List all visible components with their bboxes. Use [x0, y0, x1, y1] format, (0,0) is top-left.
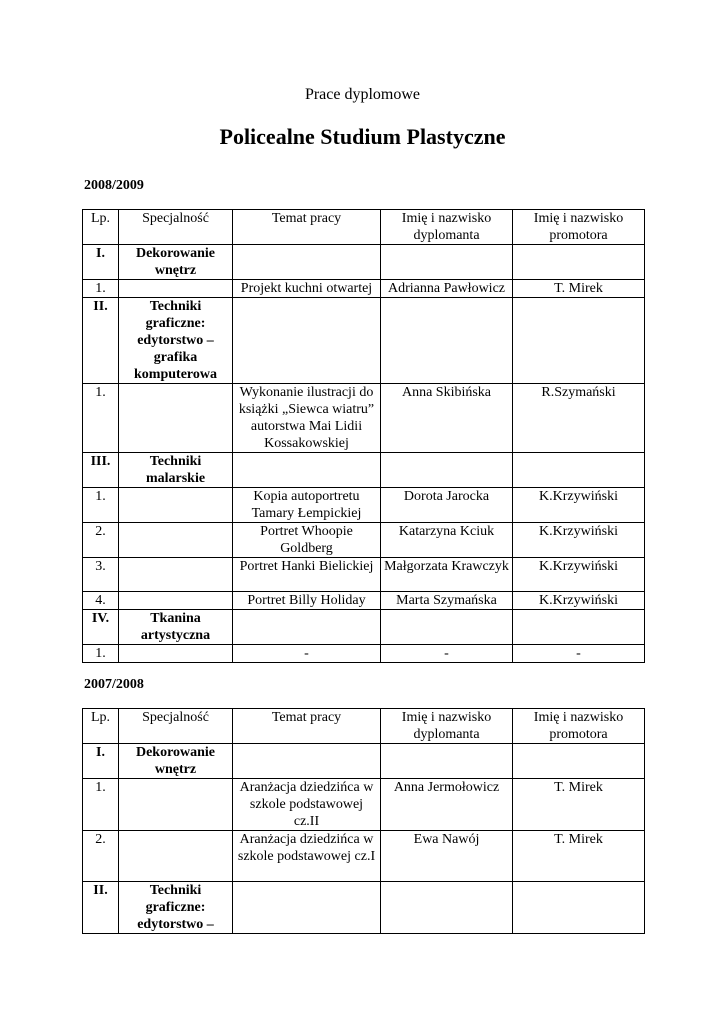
row-student: Dorota Jarocka	[381, 488, 513, 523]
section-row	[83, 882, 645, 934]
row-topic: -	[233, 645, 381, 663]
section-name: Dekorowanie wnętrz	[119, 245, 233, 280]
row-topic: Wykonanie ilustracji do książki „Siewca wiatru” autorstwa Mai Lidii Kossakowskiej	[233, 384, 381, 453]
header-promoter: Imię i nazwisko promotora	[513, 210, 645, 245]
section-row	[83, 453, 645, 488]
row-student: Katarzyna Kciuk	[381, 523, 513, 558]
section-number: II.	[83, 882, 119, 934]
row-student: Anna Skibińska	[381, 384, 513, 453]
row-topic: Portret Billy Holiday	[233, 592, 381, 610]
row-promoter: K.Krzywiński	[513, 558, 645, 592]
row-topic: Kopia autoportretu Tamary Łempickiej	[233, 488, 381, 523]
table-row	[83, 558, 645, 592]
table-row	[83, 592, 645, 610]
table-header-row	[83, 709, 645, 744]
row-promoter: -	[513, 645, 645, 663]
header-promoter: Imię i nazwisko promotora	[513, 709, 645, 744]
section-name: Techniki malarskie	[119, 453, 233, 488]
header-specialty: Specjalność	[119, 210, 233, 245]
section-number: II.	[83, 298, 119, 384]
row-promoter: T. Mirek	[513, 831, 645, 882]
section-row	[83, 744, 645, 779]
year-heading-2008-2009: 2008/2009	[84, 178, 144, 193]
section-number: IV.	[83, 610, 119, 645]
row-student: -	[381, 645, 513, 663]
row-student: Małgorzata Krawczyk	[381, 558, 513, 592]
row-topic: Aranżacja dziedzińca w szkole podstawowej cz.I	[233, 831, 381, 882]
header-student: Imię i nazwisko dyplomanta	[381, 210, 513, 245]
row-topic: Portret Whoopie Goldberg	[233, 523, 381, 558]
table-row	[83, 645, 645, 663]
row-student: Anna Jermołowicz	[381, 779, 513, 831]
row-number: 4.	[83, 592, 119, 610]
section-number: I.	[83, 744, 119, 779]
thesis-table-2007-2008	[82, 708, 645, 934]
row-number: 1.	[83, 779, 119, 831]
row-number: 1.	[83, 280, 119, 298]
section-number: I.	[83, 245, 119, 280]
document-subtitle: Prace dyplomowe	[304, 86, 421, 103]
row-number: 3.	[83, 558, 119, 592]
row-topic: Projekt kuchni otwartej	[233, 280, 381, 298]
table-row	[83, 831, 645, 882]
row-number: 2.	[83, 523, 119, 558]
header-lp: Lp.	[83, 210, 119, 245]
row-student: Marta Szymańska	[381, 592, 513, 610]
table-row	[83, 488, 645, 523]
row-student: Adrianna Pawłowicz	[381, 280, 513, 298]
row-promoter: K.Krzywiński	[513, 523, 645, 558]
section-row	[83, 610, 645, 645]
row-student: Ewa Nawój	[381, 831, 513, 882]
section-name: Tkanina artystyczna	[119, 610, 233, 645]
header-topic: Temat pracy	[233, 709, 381, 744]
section-name: Techniki graficzne: edytorstwo –	[119, 882, 233, 934]
row-promoter: T. Mirek	[513, 779, 645, 831]
row-promoter: K.Krzywiński	[513, 488, 645, 523]
header-specialty: Specjalność	[119, 709, 233, 744]
table-row	[83, 523, 645, 558]
row-topic: Portret Hanki Bielickiej	[233, 558, 381, 592]
table-row	[83, 384, 645, 453]
row-number: 1.	[83, 384, 119, 453]
document-title: Policealne Studium Plastyczne	[219, 124, 506, 149]
section-number: III.	[83, 453, 119, 488]
row-number: 1.	[83, 645, 119, 663]
row-number: 2.	[83, 831, 119, 882]
year-heading-2007-2008: 2007/2008	[84, 677, 144, 692]
table-row	[83, 779, 645, 831]
section-row	[83, 298, 645, 384]
row-promoter: T. Mirek	[513, 280, 645, 298]
section-row	[83, 245, 645, 280]
row-promoter: K.Krzywiński	[513, 592, 645, 610]
header-student: Imię i nazwisko dyplomanta	[381, 709, 513, 744]
row-number: 1.	[83, 488, 119, 523]
row-topic: Aranżacja dziedzińca w szkole podstawowej cz.II	[233, 779, 381, 831]
table-header-row	[83, 210, 645, 245]
header-lp: Lp.	[83, 709, 119, 744]
header-topic: Temat pracy	[233, 210, 381, 245]
table-row	[83, 280, 645, 298]
section-name: Dekorowanie wnętrz	[119, 744, 233, 779]
section-name: Techniki graficzne: edytorstwo – grafika komputerowa	[119, 298, 233, 384]
thesis-table-2008-2009	[82, 209, 645, 663]
row-promoter: R.Szymański	[513, 384, 645, 453]
